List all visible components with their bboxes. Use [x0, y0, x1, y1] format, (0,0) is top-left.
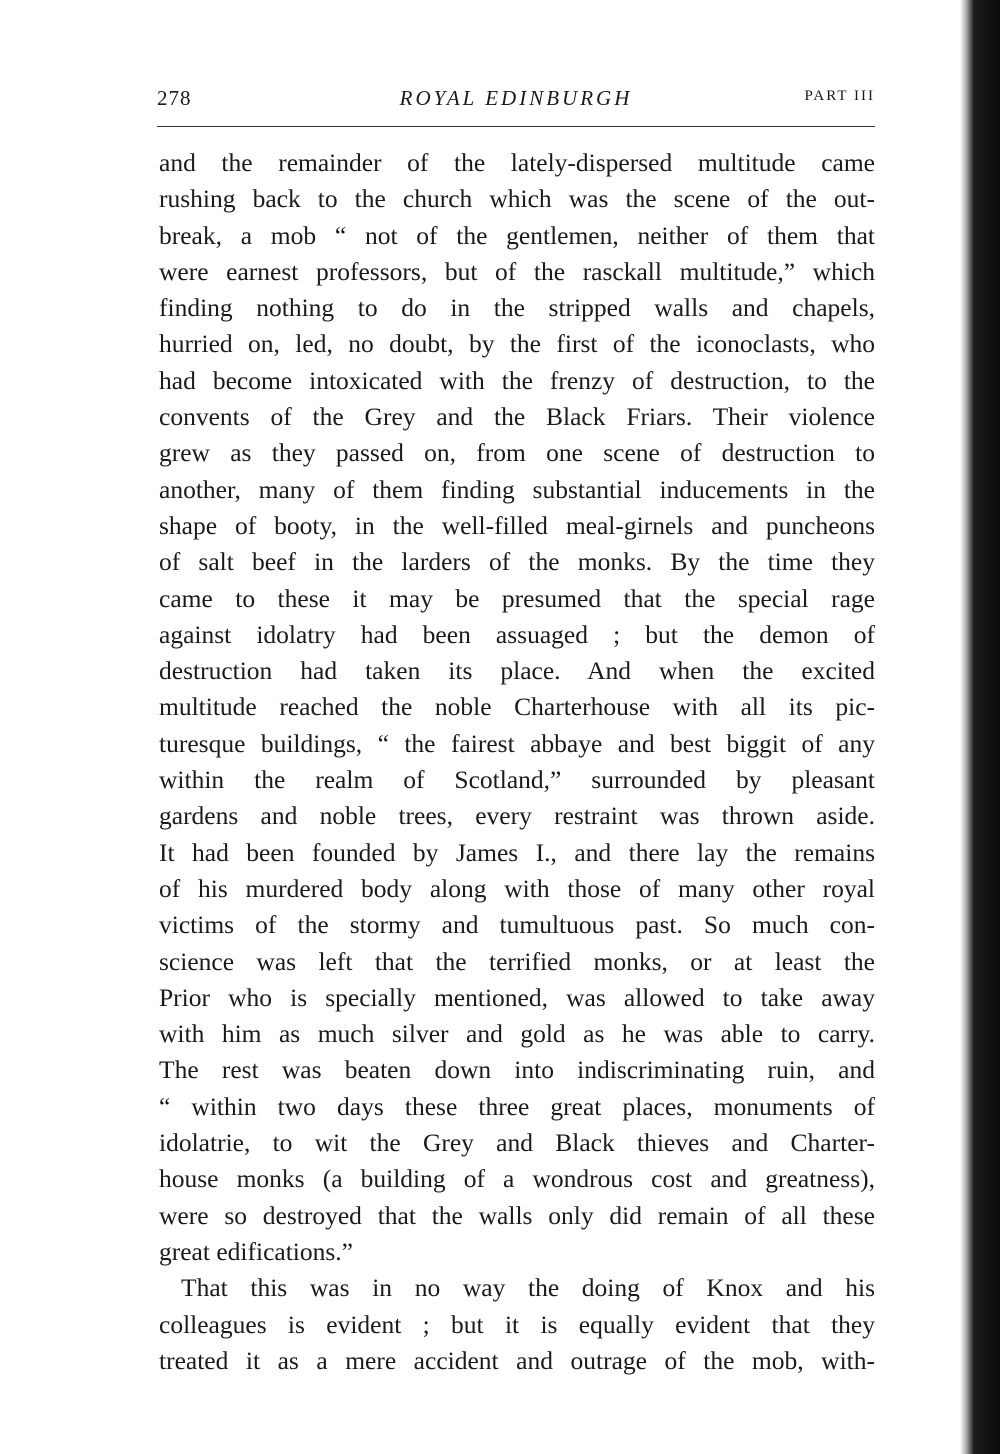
- text-line: turesque buildings, “ the fairest abbaye and best biggit of any: [159, 728, 875, 758]
- text-line: grew as they passed on, from one scene of destruction to: [159, 438, 875, 468]
- header-rule: [157, 126, 875, 127]
- running-title: ROYAL EDINBURGH: [399, 86, 633, 110]
- text-line: house monks (a building of a wondrous cost and greatness),: [159, 1164, 875, 1194]
- paragraph: [159, 1270, 875, 1379]
- text-line: gardens and noble trees, every restraint was thrown aside.: [159, 801, 875, 831]
- text-line: finding nothing to do in the stripped walls and chapels,: [159, 293, 875, 323]
- text-line: and the remainder of the lately-dispersed multitude came: [159, 148, 875, 177]
- text-line: The rest was beaten down into indiscriminating ruin, and: [159, 1055, 875, 1085]
- text-line: another, many of them finding substantial inducements in the: [159, 474, 875, 504]
- page-number: 278: [157, 86, 192, 110]
- text-line: It had been founded by James I., and there lay the remains: [159, 837, 875, 867]
- text-line: Prior who is specially mentioned, was allowed to take away: [159, 982, 875, 1012]
- text-line: convents of the Grey and the Black Friars. Their violence: [159, 402, 875, 432]
- text-line: great edifications.”: [159, 1236, 353, 1266]
- text-line: within the realm of Scotland,” surrounded by pleasant: [159, 765, 875, 795]
- text-line: victims of the stormy and tumultuous past. So much con-: [159, 910, 875, 940]
- text-line: came to these it may be presumed that the special rage: [159, 583, 875, 613]
- text-line: with him as much silver and gold as he was able to carry.: [159, 1019, 875, 1049]
- running-header: [157, 86, 875, 112]
- text-line: treated it as a mere accident and outrage of the mob, with-: [159, 1345, 875, 1375]
- text-line: rushing back to the church which was the scene of the out-: [159, 184, 875, 214]
- text-line: against idolatry had been assuaged ; but the demon of: [159, 619, 875, 649]
- text-line: science was left that the terrified monks, or at least the: [159, 946, 875, 976]
- section-label: PART III: [804, 88, 875, 104]
- text-line: That this was in no way the doing of Knox and his: [181, 1273, 875, 1303]
- text-line: break, a mob “ not of the gentlemen, neither of them that: [159, 220, 875, 250]
- text-line: destruction had taken its place. And when the excited: [159, 656, 875, 686]
- text-line: of salt beef in the larders of the monks. By the time they: [159, 547, 875, 577]
- text-line: “ within two days these three great places, monuments of: [159, 1091, 875, 1121]
- text-line: were earnest professors, but of the rasckall multitude,” which: [159, 256, 875, 286]
- body-text: [159, 145, 875, 1379]
- text-line: colleagues is evident ; but it is equally evident that they: [159, 1309, 875, 1339]
- text-line: shape of booty, in the well-filled meal-girnels and puncheons: [159, 510, 875, 540]
- paragraph: [159, 145, 875, 1270]
- binding-edge: [960, 0, 1000, 1454]
- text-line: idolatrie, to wit the Grey and Black thieves and Charter-: [159, 1128, 875, 1158]
- text-line: of his murdered body along with those of many other royal: [159, 873, 875, 903]
- text-line: hurried on, led, no doubt, by the first of the iconoclasts, who: [159, 329, 875, 359]
- text-line: were so destroyed that the walls only did remain of all these: [159, 1200, 875, 1230]
- text-line: multitude reached the noble Charterhouse with all its pic-: [159, 692, 875, 722]
- text-line: had become intoxicated with the frenzy of destruction, to the: [159, 365, 875, 395]
